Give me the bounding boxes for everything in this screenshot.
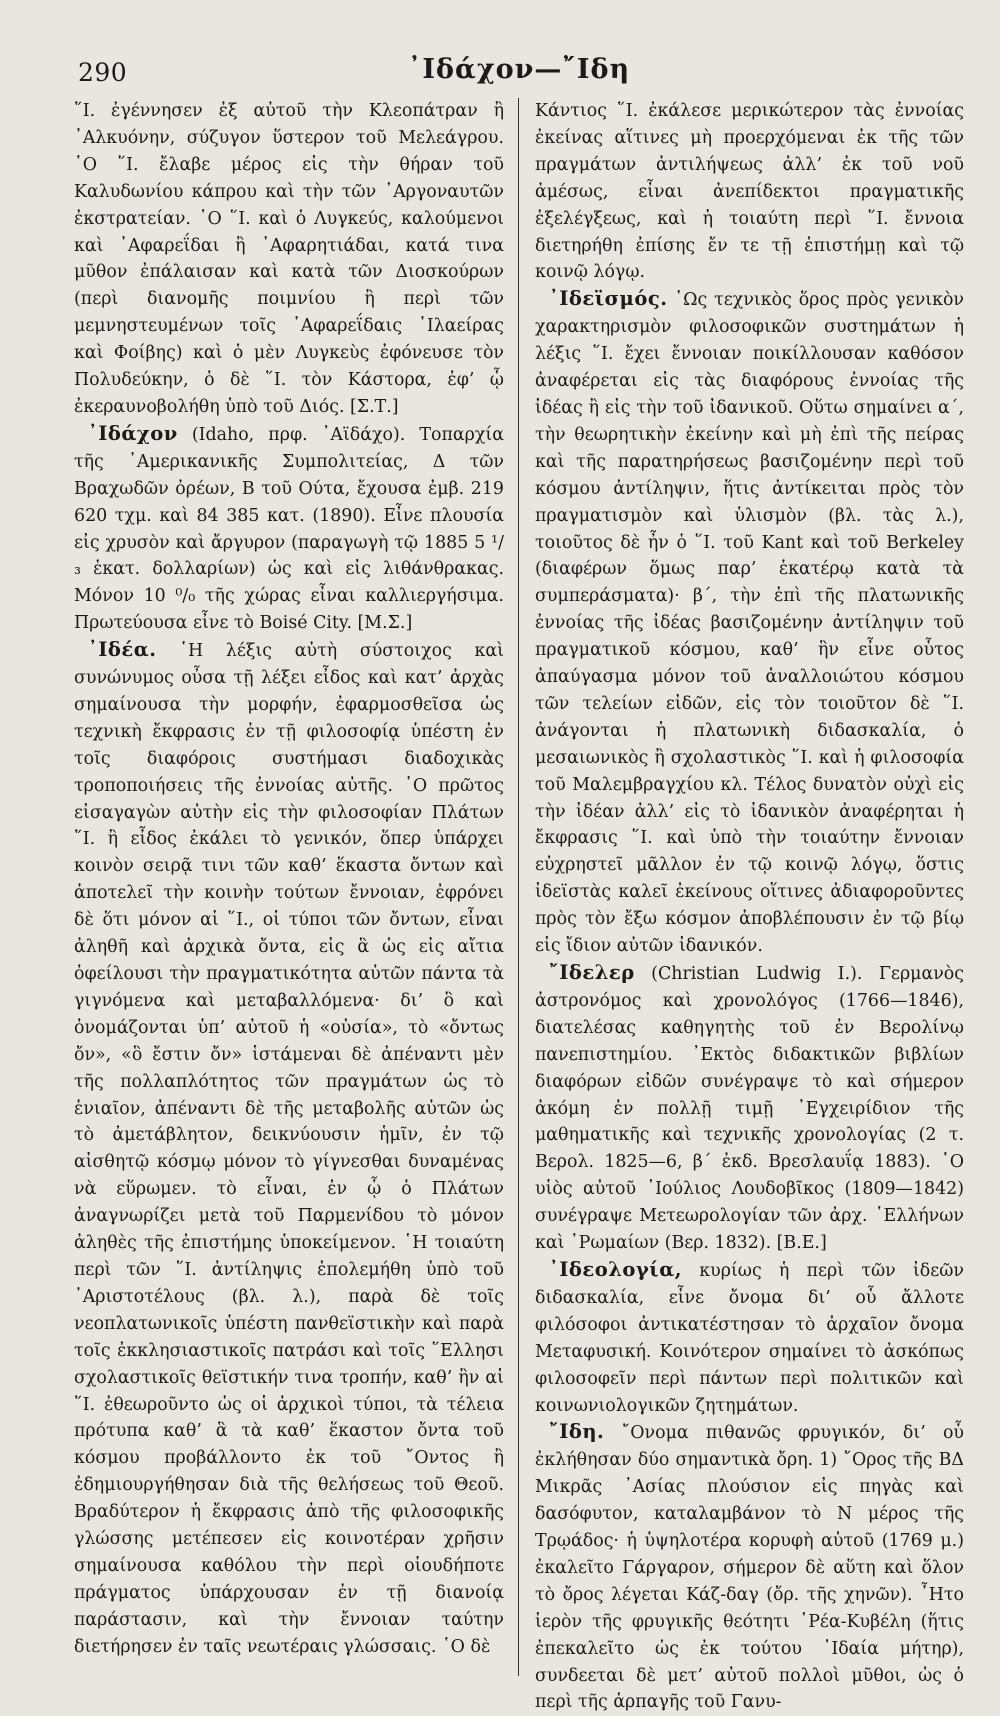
entry-continuation-idea: Κάντιος ῞Ι. ἐκάλεσε μερικώτερον τὰς ἐννοίας ἐκείνας αἵτινες μὴ προερχόμεναι ἐκ τῆς τῶν πραγμάτων ἀντιλήψεως ἀλλ’ ἐκ τοῦ νοῦ ἀμέσως, εἶναι ἀνεπίδεκτοι πραγματικῆς ἐξελέγξεως, καὶ ἡ τοιαύτη περὶ ῞Ι. ἔννοια διετηρήθη ἐπίσης ἔν τε τῇ ἐπιστήμῃ καὶ τῷ κοινῷ λόγῳ. xyxy=(535,101,964,283)
page-number: 290 xyxy=(78,58,128,87)
entry-body-ideler: (Christian Ludwig I.). Γερμανὸς ἀστρονόμος καὶ χρονολόγος (1766—1846), διατελέσας καθηγητὴς τοῦ ἐν Βερολίνῳ πανεπιστημίου. ᾿Εκτὸς διδακτικῶν βιβλίων διαφόρων εἰδῶν συνέγραψε τὸ καὶ σήμερον ἀκόμη ἐν πολλῇ τιμῇ ᾿Εγχειρίδιον τῆς μαθηματικῆς καὶ τεχνικῆς χρονολογίας (2 τ. Βερολ. 1825—6, β΄ ἐκδ. Βρεσλαυΐᾳ 1883). ῾Ο υἱὸς αὐτοῦ ᾿Ιούλιος Λουδοβῖκος (1809—1842) συνέγραψε Μετεωρολογίαν τῶν ἀρχ. ῾Ελλήνων καὶ ῾Ρωμαίων (Βερ. 1832). [Β.Ε.] xyxy=(535,964,964,1254)
headword-ideologia: ᾿Ιδεολογία, xyxy=(549,1257,683,1281)
headword-idea: ᾿Ιδέα. xyxy=(88,638,157,662)
entry-body-idi: ῎Ονομα πιθανῶς φρυγικόν, δι’ οὗ ἐκλήθησαν δύο σημαντικὰ ὄρη. 1) ῎Ορος τῆς ΒΔ Μικρᾶς ᾿Ασίας πλούσιον εἰς πηγὰς καὶ δασόφυτον, καταλαμβάνον τὸ Ν μέρος τῆς Τρῳάδος· ἡ ὑψηλοτέρα κορυφὴ αὐτοῦ (1769 μ.) ἐκαλεῖτο Γάργαρον, σήμερον δὲ αὕτη καὶ ὅλον τὸ ὄρος λέγεται Κάζ-δαγ (ὄρ. τῆς χηνῶν). ῏Ητο ἱερὸν τῆς φρυγικῆς θεότητι ῾Ρέα-Κυβέλη (ἥτις ἐπεκαλεῖτο ὡς ἐκ τούτου ᾿Ιδαία μήτηρ), συνδεεται δὲ μετ’ αὐτοῦ πολλοὶ μῦθοι, ὡς ὁ περὶ τῆς ἁρπαγῆς τοῦ Γανυ- xyxy=(535,1423,964,1713)
headword-idaho: ᾿Ιδάχον xyxy=(88,421,178,445)
entry-body-idea: ῾Η λέξις αὐτὴ σύστοιχος καὶ συνώνυμος οὖσα τῇ λέξει εἶδος καὶ κατ’ ἀρχὰς σημαίνουσα τὴν μορφήν, ἐφαρμοσθεῖσα ὡς τεχνικὴ ἔκφρασις ἐν τῇ φιλοσοφίᾳ ὑπέστη ἐν τοῖς διαφόροις συστήμασι διαδοχικὰς τροποποιήσεις τῆς ἐννοίας αὐτῆς. ῾Ο πρῶτος εἰσαγαγὼν αὐτὴν εἰς τὴν φιλοσοφίαν Πλάτων ῞Ι. ἢ εἶδος ἐκάλει τὸ γενικόν, ὅπερ ὑπάρχει κοινὸν σειρᾷ τινι τῶν καθ’ ἕκαστα ὄντων καὶ ἀποτελεῖ τὴν κοινὴν τούτων ἔννοιαν, ἐφρόνει δὲ ὅτι μόνον αἱ ῞Ι., οἱ τύποι τῶν ὄντων, εἶναι ἀληθῆ καὶ ἀρχικὰ ὄντα, εἰς ἃ ὡς εἰς αἴτια ὀφείλουσι τὴν πραγματικότητα αὐτῶν πάντα τὰ γιγνόμενα καὶ μεταβαλλόμενα· δι’ ὃ καὶ ὀνομάζονται ὑπ’ αὐτοῦ ἡ «οὐσία», τὸ «ὄντως ὄν», «ὃ ἔστιν ὄν» ἱστάμεναι δὲ ἀπέναντι μὲν τῆς πολλαπλότητος τῶν πραγμάτων ὡς τὸ ἑνιαῖον, ἀπέναντι δὲ τῆς μεταβολῆς αὐτῶν ὡς τὸ ἀμετάβλητον, δεικνύουσιν ἡμῖν, ἐν τῷ αἰσθητῷ κόσμῳ μόνον τὸ γίγνεσθαι δυναμένας νὰ εὕρωμεν. τὸ εἶναι, ἐν ᾧ ὁ Πλάτων ἀναγνωρίζει μετὰ τοῦ Παρμενίδου τὸ μόνον ἀληθὲς τῆς ἐπιστήμης ὑποκείμενον. ῾Η τοιαύτη περὶ τῶν ῞Ι. ἀντίληψις ἐπολεμήθη ὑπὸ τοῦ ᾿Αριστοτέλους (βλ. λ.), παρὰ δὲ τοῖς νεοπλατωνικοῖς ὑπέστη πανθεϊστικὴν καὶ παρὰ τοῖς ἐκκλησιαστικοῖς πατράσι καὶ τοῖς ῞Ελλησι σχολαστικοῖς θεϊστικήν τινα τροπήν, καθ’ ἣν αἱ ῞Ι. ἐθεωροῦντο ὡς οἱ ἀρχικοὶ τύποι, τὰ τέλεια πρότυπα καθ’ ἃ τὰ καθ’ ἕκαστον ὄντα τοῦ κόσμου προβάλλοντο ἐκ τοῦ ῎Οντος ἢ ἐδημιουργήθησαν διὰ τῆς θελήσεως τοῦ Θεοῦ. Βραδύτερον ἡ ἔκφρασις ἀπὸ τῆς φιλοσοφικῆς γλώσσης μετέπεσεν εἰς κοινοτέραν χρῆσιν σημαίνουσα καθόλου τὴν περὶ οἱουδήποτε πράγματος ὑπάρχουσαν ἐν τῇ διανοίᾳ παράστασιν, καὶ τὴν ἔννοιαν ταύτην διετήρησεν ἐν ταῖς νεωτέραις γλώσσαις. ῾Ο δὲ xyxy=(74,641,504,1657)
entry-ideismos xyxy=(535,286,964,960)
entry-continuation-idas: ῞Ι. ἐγέννησεν ἐξ αὐτοῦ τὴν Κλεοπάτραν ἢ ᾿Αλκυόνην, σύζυγον ὕστερον τοῦ Μελεάγρου. ῾Ο ῞Ι. ἔλαβε μέρος εἰς τὴν θήραν τοῦ Καλυδωνίου κάπρου καὶ τὴν τῶν ᾿Αργοναυτῶν ἐκστρατείαν. ῾Ο ῞Ι. καὶ ὁ Λυγκεύς, καλούμενοι καὶ ᾿Αφαρεΐδαι ἢ ᾿Αφαρητιάδαι, κατά τινα μῦθον ἐπάλαισαν καὶ κατὰ τῶν Διοσκούρων (περὶ διανομῆς ποιμνίου ἢ περὶ τῶν μεμνηστευμένων τοῖς ᾿Αφαρεΐδαις ῾Ιλαείρας καὶ Φοίβης) καὶ ὁ μὲν Λυγκεὺς ἐφόνευσε τὸν Πολυδεύκην, ὁ δὲ ῞Ι. τὸν Κάστορα, ἐφ’ ᾧ ἐκεραυνοβολήθη ὑπὸ τοῦ Διός. [Σ.Τ.] xyxy=(74,101,504,417)
headword-ideler: ῎Ιδελερ xyxy=(549,961,635,984)
headword-idi: ῎Ιδη. xyxy=(549,1420,605,1444)
entry-body-ideologia: κυρίως ἡ περὶ τῶν ἰδεῶν διδασκαλία, εἶνε ὄνομα δι’ οὗ ἄλλοτε φιλόσοφοι ἀντικατέστησαν τὸ ἀρχαῖον ὄνομα Μεταφυσική. Κοινότερον σημαίνει τὸ ἀσκόπως φιλοσοφεῖν περὶ πάντων περὶ πολιτικῶν καὶ κοινωνιολογικῶν ζητημάτων. xyxy=(535,1260,964,1416)
right-column xyxy=(519,98,964,1713)
headword-ideismos: ᾿Ιδεϊσμός. xyxy=(549,287,668,311)
entry-idi xyxy=(535,1419,964,1716)
entry-ideler xyxy=(535,960,964,1257)
entry-body-idaho: (Idaho, πρφ. ᾿Αϊδάχο). Τοπαρχία τῆς ᾿Αμερικανικῆς Συμπολιτείας, Δ τῶν Βραχωδῶν ὀρέων, Β τοῦ Ούτα, ἔχουσα ἐμβ. 219 620 τχμ. καὶ 84 385 κατ. (1890). Εἶνε πλουσία εἰς χρυσὸν καὶ ἄργυρον (παραγωγὴ τῷ 1885 5 ¹/₃ ἑκατ. δολλαρίων) ὡς καὶ εἰς λιθάνθρακας. Μόνον 10 ⁰/₀ τῆς χώρας εἶναι καλλιεργήσιμα. Πρωτεύουσα εἶνε τὸ Boisé City. [Μ.Σ.] xyxy=(74,424,504,634)
entry-body-ideismos: ῾Ως τεχνικὸς ὅρος πρὸς γενικὸν χαρακτηρισμὸν φιλοσοφικῶν συστημάτων ἡ λέξις ῞Ι. ἔχει ἔννοιαν ποικίλλουσαν καθόσον ἀναφέρεται εἰς τὰς διαφόρους ἐννοίας τῆς ἰδέας ἢ εἰς τὴν τοῦ ἰδανικοῦ. Οὕτω σημαίνει α΄, τὴν θεωρητικὴν ἐκείνην καὶ μὴ ἐπὶ τῆς πείρας καὶ τῆς παρατηρήσεως βασιζομένην περὶ τοῦ κόσμου ἀντίληψιν, ἥτις ἀντίκειται πρὸς τὸν πραγματισμὸν καὶ ὑλισμὸν (βλ. τὰς λ.), τοιοῦτος δὲ ἦν ὁ ῞Ι. τοῦ Kant καὶ τοῦ Berkeley (διαφέρων ὅμως παρ’ ἑκατέρῳ κατὰ τὰ συμπεράσματα)· β΄, τὴν ἐπὶ τῆς πλατωνικῆς ἐννοίας τῆς ἰδέας βασιζομένην ἀντίληψιν τοῦ πραγματικοῦ κόσμου, καθ’ ἣν εἶνε οὗτος ἀπαύγασμα μόνον τοῦ ἀναλλοιώτου κόσμου τῶν τελείων εἰδῶν, εἰς τὸν τοιοῦτον δὲ ῞Ι. ἀνάγονται ἡ πλατωνικὴ διδασκαλία, ὁ μεσαιωνικὸς ἢ σχολαστικὸς ῞Ι. καὶ ἡ φιλοσοφία τοῦ Μαλεμβραγχίου κλ. Τέλος δυνατὸν οὐχὶ εἰς τὴν ἰδέαν ἀλλ’ εἰς τὸ ἰδανικὸν ἀναφέρηται ἡ ἔκφρασις ῞Ι. καὶ ὑπὸ τὴν τοιαύτην ἔννοιαν εὐχρηστεῖ μᾶλλον ἐν τῷ κοινῷ λόγῳ, ὅστις ἰδεϊστὰς καλεῖ ἐκείνους οἵτινες ἀδιαφοροῦντες πρὸς τὸν ἔξω κόσμον ἀποβλέπουσιν ἐν τῷ βίῳ εἰς ἴδιον αὐτῶν ἰδανικόν. xyxy=(535,290,964,957)
entry-idea xyxy=(74,637,504,1660)
left-column xyxy=(74,98,519,1676)
page-header xyxy=(74,36,964,87)
entry-idaho xyxy=(74,421,504,637)
entry-ideologia xyxy=(535,1257,964,1419)
running-head: ᾿Ιδάχον—῎Ιδη xyxy=(407,54,631,85)
text-columns xyxy=(74,98,964,1713)
